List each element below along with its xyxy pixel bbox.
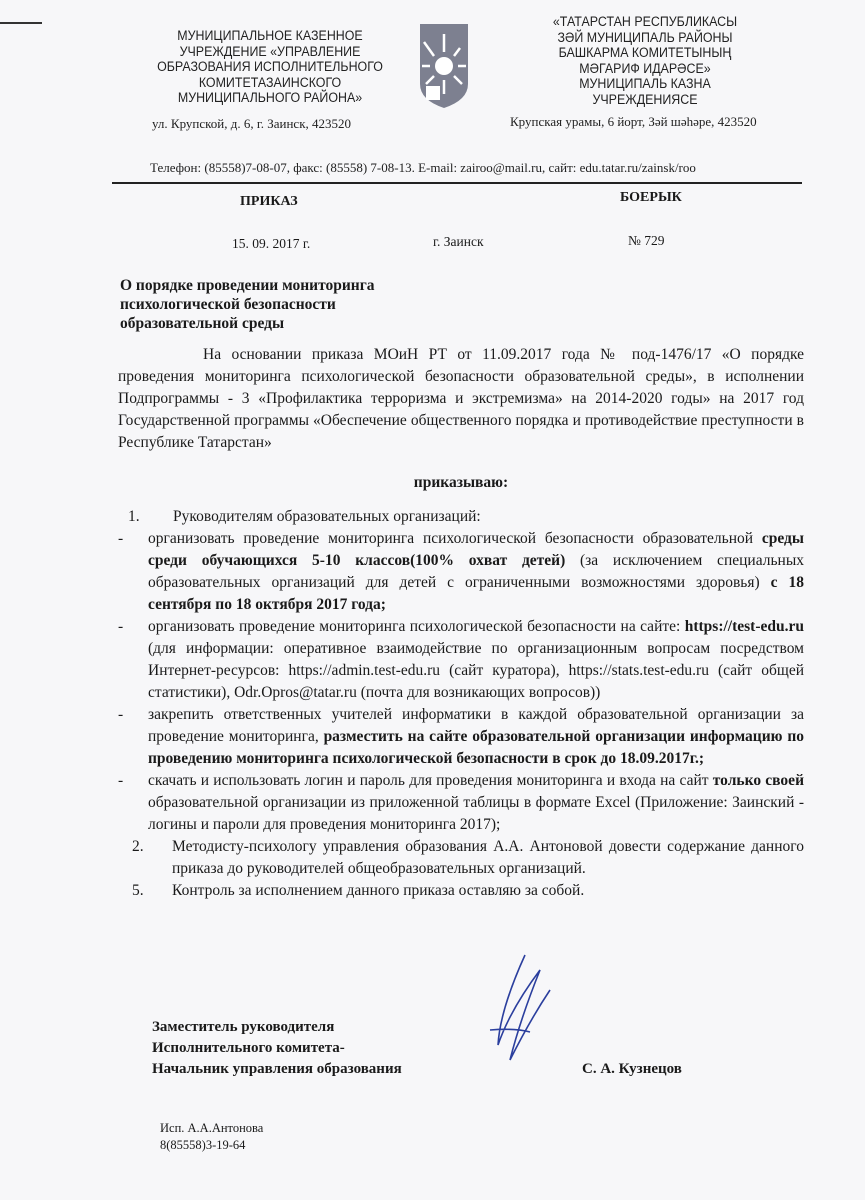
signatory-name: С. А. Кузнецов (582, 1061, 682, 1077)
header-divider (112, 182, 802, 184)
list-text (148, 616, 804, 704)
list-marker: - (118, 530, 124, 547)
list-item (118, 770, 804, 836)
text-run: (для информации: оперативное взаимодействие по организационным вопросам посредством Интернет-ресурсов: https://admin.test-edu.ru (сайт куратора), https://stats.test-edu.ru (сайт общей статистики), Odr.Opros@tatar.ru (почта для возникающих вопросов)) (148, 640, 804, 701)
text-run: образовательной организации из приложенной таблицы в формате Excel (Приложение: Заинский - логины и пароли для проведения мониторинга 2017); (148, 794, 804, 833)
bold-text: разместить на сайте образовательной организации информацию по проведению мониторинга психологической безопасности в срок до 18.09.2017г.; (148, 728, 805, 767)
position-line: Заместитель руководителя (152, 1019, 335, 1035)
text-run: закрепить ответственных учителей информатики в каждой образовательной организации за проведение мониторинга, (148, 706, 804, 745)
left-address: ул. Крупской, д. 6, г. Заинск, 423520 (152, 116, 352, 131)
list-marker: - (118, 772, 124, 789)
text-run: организовать проведение мониторинга психологической безопасности на сайте: (148, 618, 685, 635)
doc-type-ru: ПРИКАЗ (240, 194, 298, 209)
list-text (173, 506, 804, 528)
text-run: организовать проведение мониторинга психологической безопасности образовательной (148, 530, 762, 547)
bold-text: только своей (712, 772, 804, 789)
doc-body (118, 344, 804, 902)
title-line: образовательной среды (120, 315, 285, 332)
list-text (148, 528, 804, 616)
org-line: МУНИЦИПАЛЬ КАЗНА (579, 76, 711, 91)
coat-of-arms-emblem (418, 22, 470, 110)
list-item (118, 506, 804, 528)
list-marker: 5. (132, 882, 144, 899)
list-item (118, 616, 804, 704)
list-marker: - (118, 706, 124, 723)
executor-name: Исп. А.А.Антонова (160, 1121, 264, 1135)
org-line: ОБРАЗОВАНИЯ ИСПОЛНИТЕЛЬНОГО (157, 59, 383, 74)
text-run: Руководителям образовательных организаций: (173, 508, 481, 525)
org-line: ЗӘЙ МУНИЦИПАЛЬ РАЙОНЫ (557, 29, 733, 45)
title-line: О порядке проведении мониторинга (120, 277, 375, 294)
order-word (118, 472, 804, 494)
doc-date: 15. 09. 2017 г. (232, 236, 311, 251)
header-left-org (146, 28, 394, 106)
executor-info (160, 1120, 263, 1154)
list-marker: 1. (128, 508, 140, 525)
list-item (118, 528, 804, 616)
org-line: УЧРЕЖДЕНИЕ «УПРАВЛЕНИЕ (179, 43, 361, 59)
list-text (172, 880, 804, 902)
contacts-line: Телефон: (85558)7-08-07, факс: (85558) 7-08-13. E-mail: zairoo@mail.ru, сайт: edu.tatar.ru/zainsk/roo (150, 160, 696, 175)
right-address: Крупская урамы, 6 йорт, Зәй шәһәре, 423520 (510, 114, 757, 129)
position-line: Начальник управления образования (152, 1061, 402, 1077)
org-line: МӘГАРИФ ИДАРӘСЕ» (579, 60, 711, 76)
org-line: МУНИЦИПАЛЬНОЕ КАЗЕННОЕ (177, 28, 363, 43)
doc-type-tt: БОЕРЫК (620, 190, 682, 205)
bold-text: среды среди обучающихся 5-10 классов(100% охват детей) (148, 530, 804, 569)
bold-text: приказываю: (413, 474, 509, 491)
org-line: УЧРЕЖДЕНИЯСЕ (592, 91, 698, 107)
text-run: скачать и использовать логин и пароль для проведения мониторинга и входа на сайт (148, 772, 713, 789)
executor-phone: 8(85558)3-19-64 (160, 1138, 246, 1152)
doc-title (120, 276, 375, 333)
bold-text: https://test-edu.ru (684, 618, 804, 635)
list-text (148, 770, 804, 836)
text-run: Контроль за исполнением данного приказа оставляю за собой. (172, 882, 585, 899)
paragraph (118, 344, 804, 454)
text-run: На основании приказа МОиН РТ от 11.09.2017 года № под-1476/17 «О порядке проведения мониторинга психологической безопасности образовательной среды», в исполнении Подпрограммы - 3 «Профилактика терроризма и экстремизма» на 2014-2020 годы» на 2017 год Государственной программы «Обеспечение общественного порядка и противодействие преступности в Республике Татарстан» (118, 346, 804, 451)
bold-text: с 18 сентября по 18 октября 2017 года; (148, 574, 804, 613)
list-text (148, 704, 804, 770)
header-right-org (521, 14, 769, 107)
org-line: «ТАТАРСТАН РЕСПУБЛИКАСЫ (552, 14, 738, 29)
org-line: БАШКАРМА КОМИТЕТЫНЫҢ (558, 45, 732, 60)
text-run: (за исключением специальных образовательных организаций для детей с ограниченными возможностями здоровья) (148, 552, 804, 591)
signatory-position (152, 1017, 402, 1080)
scan-artifact-line (0, 22, 42, 24)
list-item (118, 836, 804, 880)
title-line: психологической безопасности (120, 296, 336, 313)
org-line: КОМИТЕТАЗАИНСКОГО (198, 74, 342, 90)
position-line: Исполнительного комитета- (152, 1040, 345, 1056)
doc-number: № 729 (628, 233, 665, 248)
doc-place: г. Заинск (433, 234, 484, 249)
handwritten-signature (470, 950, 560, 1080)
list-text (172, 836, 804, 880)
list-marker: 2. (132, 838, 144, 855)
text-run: Методисту-психологу управления образования А.А. Антоновой довести содержание данного приказа до руководителей общеобразовательных организаций. (172, 838, 804, 877)
list-marker: - (118, 618, 124, 635)
list-item (118, 880, 804, 902)
org-line: МУНИЦИПАЛЬНОГО РАЙОНА» (177, 90, 363, 105)
list-item (118, 704, 804, 770)
